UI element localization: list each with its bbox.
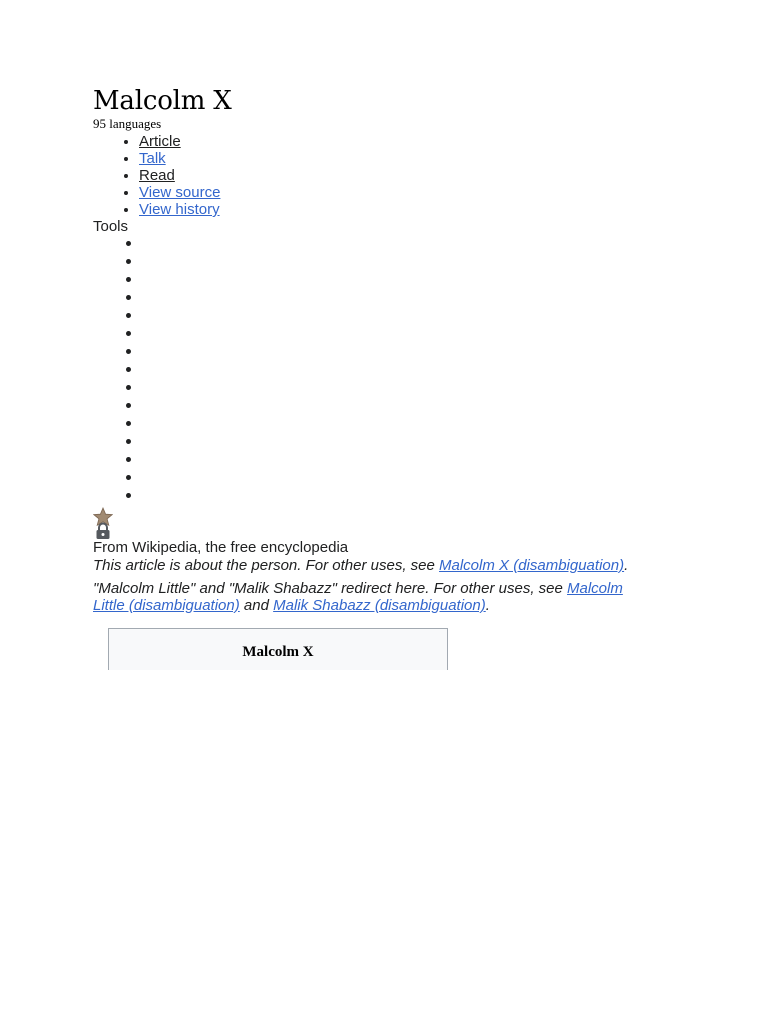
hatnote-text-middle: and xyxy=(239,597,274,614)
tools-list-item[interactable] xyxy=(126,469,693,487)
tab-read-link[interactable]: Read xyxy=(139,167,175,184)
disambiguation-link[interactable]: Malcolm X (disambiguation) xyxy=(439,557,625,574)
tools-list-item[interactable] xyxy=(126,397,693,415)
tab-article-link[interactable]: Article xyxy=(139,133,181,150)
tab-read xyxy=(139,167,693,184)
hatnote-disambiguation xyxy=(93,557,693,574)
tab-talk xyxy=(139,150,693,167)
hatnote-text-end: . xyxy=(485,597,490,614)
tools-list-actions xyxy=(93,235,693,415)
tools-list-item[interactable] xyxy=(126,433,693,451)
page-tabs xyxy=(93,133,693,218)
tab-view-history-link[interactable]: View history xyxy=(139,201,220,218)
tab-view-history xyxy=(139,201,693,218)
tools-menu-button[interactable]: Tools xyxy=(93,218,129,235)
tools-list-item[interactable] xyxy=(126,307,693,325)
tab-view-source xyxy=(139,184,693,201)
hatnote-text: This article is about the person. For other uses, see xyxy=(93,557,440,574)
tab-article xyxy=(139,133,693,150)
protection-lock-icon[interactable] xyxy=(94,522,112,540)
tools-list-item[interactable] xyxy=(126,415,693,433)
site-tagline: From Wikipedia, the free encyclopedia xyxy=(93,539,349,556)
tools-list-item[interactable] xyxy=(126,487,693,505)
tools-list-item[interactable] xyxy=(126,379,693,397)
tools-list-item[interactable] xyxy=(126,235,693,253)
languages-button[interactable]: 95 languages xyxy=(93,116,162,131)
page-status-indicators xyxy=(93,505,693,541)
tools-list-item[interactable] xyxy=(126,343,693,361)
article-content xyxy=(93,84,693,670)
hatnote-text-end: . xyxy=(624,557,629,574)
malcolm-little-disambiguation-link[interactable]: Malcolm Little (disambiguation) xyxy=(93,580,623,614)
hatnote-redirect xyxy=(93,580,653,614)
tools-list-other-projects xyxy=(93,451,693,505)
infobox-title: Malcolm X xyxy=(242,644,314,660)
tools-list-item[interactable] xyxy=(126,289,693,307)
tools-list-item[interactable] xyxy=(126,451,693,469)
tab-view-source-link[interactable]: View source xyxy=(139,184,221,201)
tab-talk-link[interactable]: Talk xyxy=(139,150,166,167)
tools-list-print xyxy=(93,415,693,451)
tools-list-item[interactable] xyxy=(126,325,693,343)
malik-shabazz-disambiguation-link[interactable]: Malik Shabazz (disambiguation) xyxy=(273,597,486,614)
tools-list-item[interactable] xyxy=(126,361,693,379)
tools-list-item[interactable] xyxy=(126,253,693,271)
page-title: Malcolm X xyxy=(93,86,232,116)
infobox xyxy=(108,628,448,670)
hatnote-text: "Malcolm Little" and "Malik Shabazz" redirect here. For other uses, see xyxy=(93,580,568,597)
tools-list-item[interactable] xyxy=(126,271,693,289)
